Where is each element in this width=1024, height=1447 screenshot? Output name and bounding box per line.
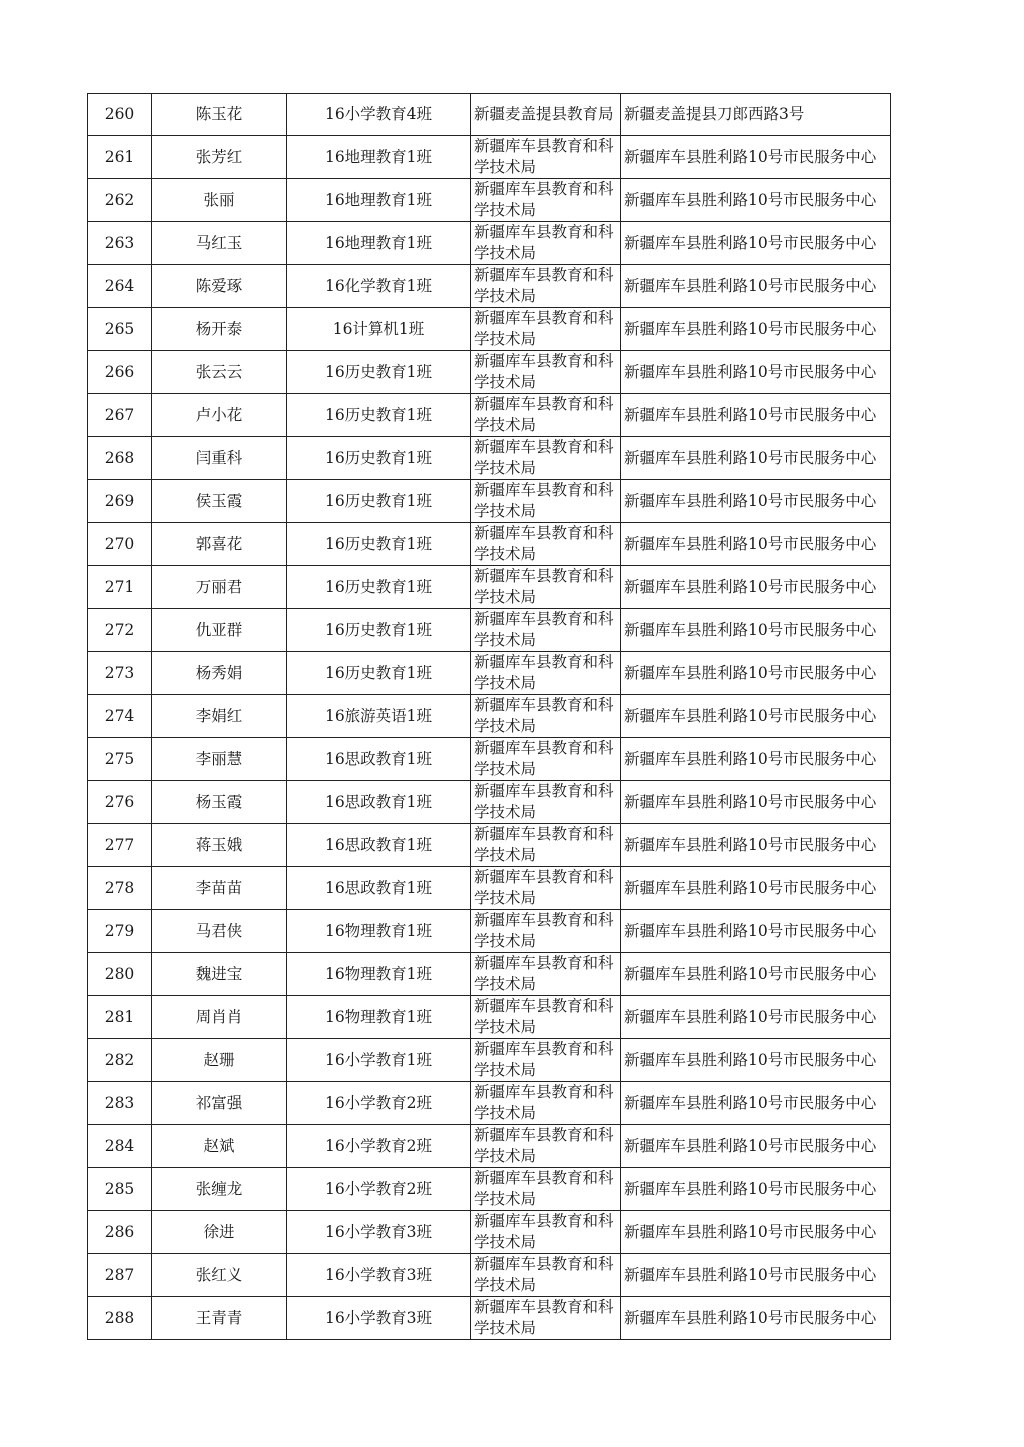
table-row — [88, 523, 891, 566]
employer-cell: 新疆库车县教育和科学技术局 — [471, 179, 621, 222]
table-row — [88, 609, 891, 652]
name-cell: 郭喜花 — [152, 523, 287, 566]
class-cell: 16历史教育1班 — [287, 652, 471, 695]
address-cell: 新疆库车县胜利路10号市民服务中心 — [621, 738, 891, 781]
class-cell: 16历史教育1班 — [287, 609, 471, 652]
employer-cell: 新疆库车县教育和科学技术局 — [471, 609, 621, 652]
employer-cell: 新疆库车县教育和科学技术局 — [471, 1297, 621, 1340]
row-number-cell: 279 — [88, 910, 152, 953]
row-number-cell: 285 — [88, 1168, 152, 1211]
table-row — [88, 437, 891, 480]
class-cell: 16计算机1班 — [287, 308, 471, 351]
employer-cell: 新疆库车县教育和科学技术局 — [471, 265, 621, 308]
address-cell: 新疆库车县胜利路10号市民服务中心 — [621, 566, 891, 609]
address-cell: 新疆库车县胜利路10号市民服务中心 — [621, 394, 891, 437]
name-cell: 张芳红 — [152, 136, 287, 179]
class-cell: 16地理教育1班 — [287, 136, 471, 179]
table-row — [88, 222, 891, 265]
name-cell: 张红义 — [152, 1254, 287, 1297]
address-cell: 新疆库车县胜利路10号市民服务中心 — [621, 1039, 891, 1082]
row-number-cell: 272 — [88, 609, 152, 652]
address-cell: 新疆库车县胜利路10号市民服务中心 — [621, 1254, 891, 1297]
employer-cell: 新疆库车县教育和科学技术局 — [471, 1168, 621, 1211]
address-cell: 新疆库车县胜利路10号市民服务中心 — [621, 308, 891, 351]
name-cell: 赵斌 — [152, 1125, 287, 1168]
employer-cell: 新疆库车县教育和科学技术局 — [471, 566, 621, 609]
row-number-cell: 265 — [88, 308, 152, 351]
table-row — [88, 566, 891, 609]
row-number-cell: 281 — [88, 996, 152, 1039]
address-cell: 新疆库车县胜利路10号市民服务中心 — [621, 437, 891, 480]
employer-cell: 新疆库车县教育和科学技术局 — [471, 351, 621, 394]
class-cell: 16小学教育2班 — [287, 1125, 471, 1168]
employer-cell: 新疆库车县教育和科学技术局 — [471, 824, 621, 867]
class-cell: 16地理教育1班 — [287, 179, 471, 222]
employer-cell: 新疆库车县教育和科学技术局 — [471, 437, 621, 480]
name-cell: 马红玉 — [152, 222, 287, 265]
employer-cell: 新疆库车县教育和科学技术局 — [471, 1082, 621, 1125]
address-cell: 新疆库车县胜利路10号市民服务中心 — [621, 1082, 891, 1125]
employer-cell: 新疆库车县教育和科学技术局 — [471, 996, 621, 1039]
class-cell: 16历史教育1班 — [287, 437, 471, 480]
address-cell: 新疆库车县胜利路10号市民服务中心 — [621, 824, 891, 867]
name-cell: 李娟红 — [152, 695, 287, 738]
row-number-cell: 283 — [88, 1082, 152, 1125]
class-cell: 16思政教育1班 — [287, 824, 471, 867]
employer-cell: 新疆库车县教育和科学技术局 — [471, 1125, 621, 1168]
employer-cell: 新疆库车县教育和科学技术局 — [471, 652, 621, 695]
name-cell: 仇亚群 — [152, 609, 287, 652]
employer-cell: 新疆库车县教育和科学技术局 — [471, 1211, 621, 1254]
table-row — [88, 781, 891, 824]
row-number-cell: 263 — [88, 222, 152, 265]
name-cell: 王青青 — [152, 1297, 287, 1340]
name-cell: 杨开泰 — [152, 308, 287, 351]
name-cell: 李丽慧 — [152, 738, 287, 781]
roster-table — [87, 93, 891, 1340]
address-cell: 新疆库车县胜利路10号市民服务中心 — [621, 652, 891, 695]
address-cell: 新疆库车县胜利路10号市民服务中心 — [621, 351, 891, 394]
table-row — [88, 1211, 891, 1254]
name-cell: 魏进宝 — [152, 953, 287, 996]
employer-cell: 新疆库车县教育和科学技术局 — [471, 781, 621, 824]
table-row — [88, 480, 891, 523]
class-cell: 16小学教育4班 — [287, 94, 471, 136]
name-cell: 祁富强 — [152, 1082, 287, 1125]
row-number-cell: 284 — [88, 1125, 152, 1168]
class-cell: 16物理教育1班 — [287, 910, 471, 953]
table-row — [88, 953, 891, 996]
employer-cell: 新疆库车县教育和科学技术局 — [471, 953, 621, 996]
table-row — [88, 1125, 891, 1168]
employer-cell: 新疆库车县教育和科学技术局 — [471, 1039, 621, 1082]
class-cell: 16小学教育2班 — [287, 1168, 471, 1211]
row-number-cell: 262 — [88, 179, 152, 222]
table-row — [88, 867, 891, 910]
employer-cell: 新疆库车县教育和科学技术局 — [471, 394, 621, 437]
table-row — [88, 1297, 891, 1340]
name-cell: 闫重科 — [152, 437, 287, 480]
name-cell: 张缠龙 — [152, 1168, 287, 1211]
address-cell: 新疆库车县胜利路10号市民服务中心 — [621, 222, 891, 265]
employer-cell: 新疆库车县教育和科学技术局 — [471, 308, 621, 351]
address-cell: 新疆麦盖提县刀郎西路3号 — [621, 94, 891, 136]
name-cell: 张云云 — [152, 351, 287, 394]
row-number-cell: 280 — [88, 953, 152, 996]
class-cell: 16化学教育1班 — [287, 265, 471, 308]
table-row — [88, 94, 891, 136]
table-row — [88, 265, 891, 308]
table-row — [88, 1082, 891, 1125]
name-cell: 张丽 — [152, 179, 287, 222]
name-cell: 周肖肖 — [152, 996, 287, 1039]
address-cell: 新疆库车县胜利路10号市民服务中心 — [621, 179, 891, 222]
address-cell: 新疆库车县胜利路10号市民服务中心 — [621, 136, 891, 179]
class-cell: 16历史教育1班 — [287, 394, 471, 437]
row-number-cell: 269 — [88, 480, 152, 523]
employer-cell: 新疆库车县教育和科学技术局 — [471, 136, 621, 179]
table-row — [88, 136, 891, 179]
employer-cell: 新疆库车县教育和科学技术局 — [471, 867, 621, 910]
address-cell: 新疆库车县胜利路10号市民服务中心 — [621, 609, 891, 652]
row-number-cell: 273 — [88, 652, 152, 695]
address-cell: 新疆库车县胜利路10号市民服务中心 — [621, 781, 891, 824]
row-number-cell: 287 — [88, 1254, 152, 1297]
table-row — [88, 308, 891, 351]
address-cell: 新疆库车县胜利路10号市民服务中心 — [621, 1297, 891, 1340]
table-row — [88, 824, 891, 867]
table-row — [88, 179, 891, 222]
name-cell: 赵珊 — [152, 1039, 287, 1082]
class-cell: 16物理教育1班 — [287, 953, 471, 996]
row-number-cell: 278 — [88, 867, 152, 910]
name-cell: 陈爱琢 — [152, 265, 287, 308]
row-number-cell: 271 — [88, 566, 152, 609]
address-cell: 新疆库车县胜利路10号市民服务中心 — [621, 695, 891, 738]
address-cell: 新疆库车县胜利路10号市民服务中心 — [621, 910, 891, 953]
class-cell: 16小学教育3班 — [287, 1297, 471, 1340]
name-cell: 陈玉花 — [152, 94, 287, 136]
address-cell: 新疆库车县胜利路10号市民服务中心 — [621, 1125, 891, 1168]
class-cell: 16小学教育1班 — [287, 1039, 471, 1082]
employer-cell: 新疆库车县教育和科学技术局 — [471, 523, 621, 566]
class-cell: 16地理教育1班 — [287, 222, 471, 265]
address-cell: 新疆库车县胜利路10号市民服务中心 — [621, 953, 891, 996]
row-number-cell: 267 — [88, 394, 152, 437]
row-number-cell: 266 — [88, 351, 152, 394]
address-cell: 新疆库车县胜利路10号市民服务中心 — [621, 523, 891, 566]
address-cell: 新疆库车县胜利路10号市民服务中心 — [621, 867, 891, 910]
table-row — [88, 351, 891, 394]
row-number-cell: 277 — [88, 824, 152, 867]
table-row — [88, 1168, 891, 1211]
class-cell: 16历史教育1班 — [287, 351, 471, 394]
row-number-cell: 282 — [88, 1039, 152, 1082]
table-row — [88, 996, 891, 1039]
class-cell: 16物理教育1班 — [287, 996, 471, 1039]
row-number-cell: 261 — [88, 136, 152, 179]
address-cell: 新疆库车县胜利路10号市民服务中心 — [621, 1168, 891, 1211]
class-cell: 16历史教育1班 — [287, 523, 471, 566]
row-number-cell: 264 — [88, 265, 152, 308]
class-cell: 16思政教育1班 — [287, 781, 471, 824]
class-cell: 16历史教育1班 — [287, 480, 471, 523]
table-row — [88, 738, 891, 781]
name-cell: 侯玉霞 — [152, 480, 287, 523]
row-number-cell: 270 — [88, 523, 152, 566]
row-number-cell: 260 — [88, 94, 152, 136]
employer-cell: 新疆库车县教育和科学技术局 — [471, 480, 621, 523]
name-cell: 李苗苗 — [152, 867, 287, 910]
address-cell: 新疆库车县胜利路10号市民服务中心 — [621, 265, 891, 308]
name-cell: 卢小花 — [152, 394, 287, 437]
employer-cell: 新疆库车县教育和科学技术局 — [471, 695, 621, 738]
address-cell: 新疆库车县胜利路10号市民服务中心 — [621, 480, 891, 523]
row-number-cell: 286 — [88, 1211, 152, 1254]
class-cell: 16历史教育1班 — [287, 566, 471, 609]
table-row — [88, 1254, 891, 1297]
table-row — [88, 695, 891, 738]
table-row — [88, 652, 891, 695]
employer-cell: 新疆库车县教育和科学技术局 — [471, 222, 621, 265]
row-number-cell: 288 — [88, 1297, 152, 1340]
name-cell: 杨秀娟 — [152, 652, 287, 695]
class-cell: 16小学教育2班 — [287, 1082, 471, 1125]
employer-cell: 新疆库车县教育和科学技术局 — [471, 910, 621, 953]
class-cell: 16思政教育1班 — [287, 738, 471, 781]
name-cell: 马君侠 — [152, 910, 287, 953]
name-cell: 万丽君 — [152, 566, 287, 609]
employer-cell: 新疆库车县教育和科学技术局 — [471, 1254, 621, 1297]
roster-table-body — [88, 94, 891, 1340]
class-cell: 16旅游英语1班 — [287, 695, 471, 738]
class-cell: 16小学教育3班 — [287, 1254, 471, 1297]
row-number-cell: 275 — [88, 738, 152, 781]
table-row — [88, 910, 891, 953]
row-number-cell: 276 — [88, 781, 152, 824]
table-row — [88, 1039, 891, 1082]
row-number-cell: 268 — [88, 437, 152, 480]
table-row — [88, 394, 891, 437]
employer-cell: 新疆库车县教育和科学技术局 — [471, 738, 621, 781]
address-cell: 新疆库车县胜利路10号市民服务中心 — [621, 1211, 891, 1254]
name-cell: 蒋玉娥 — [152, 824, 287, 867]
employer-cell: 新疆麦盖提县教育局 — [471, 94, 621, 136]
name-cell: 杨玉霞 — [152, 781, 287, 824]
row-number-cell: 274 — [88, 695, 152, 738]
class-cell: 16思政教育1班 — [287, 867, 471, 910]
name-cell: 徐进 — [152, 1211, 287, 1254]
address-cell: 新疆库车县胜利路10号市民服务中心 — [621, 996, 891, 1039]
class-cell: 16小学教育3班 — [287, 1211, 471, 1254]
